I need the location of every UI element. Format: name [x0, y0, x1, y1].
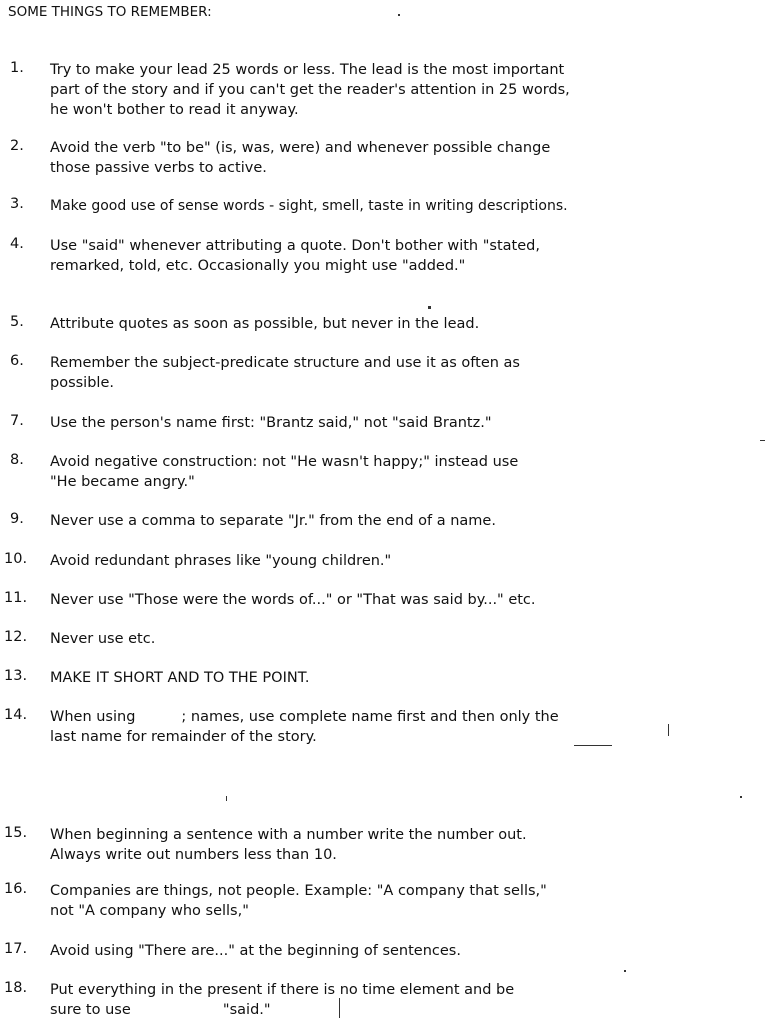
item-text-start: When using: [50, 709, 136, 725]
scan-speck: [760, 440, 765, 441]
item-number: 18.: [4, 980, 28, 996]
item-text-line: Attribute quotes as soon as possible, but never in the lead.: [50, 316, 480, 332]
item-text-line: Always write out numbers less than 10.: [50, 847, 337, 863]
item-number: 6.: [10, 353, 24, 369]
item-text-line: Avoid redundant phrases like "young children.": [50, 553, 392, 569]
scan-speck: [624, 970, 626, 972]
item-number: 16.: [4, 881, 28, 897]
item-number: 14.: [4, 707, 28, 723]
document-title: SOME THINGS TO REMEMBER:: [8, 4, 212, 20]
item-number: 9.: [10, 511, 24, 527]
scan-speck: [398, 14, 400, 16]
item-number: 15.: [4, 825, 28, 841]
item-number: 17.: [4, 941, 28, 957]
item-text-line: not "A company who sells,": [50, 903, 249, 919]
item-number: 3.: [10, 196, 24, 212]
item-text-line: Make good use of sense words - sight, smell, taste in writing descriptions.: [50, 198, 568, 214]
item-text-line: Put everything in the present if there is no time element and be: [50, 982, 515, 998]
item-text-line: Companies are things, not people. Example: "A company that sells,": [50, 883, 547, 899]
item-text-line: "He became angry.": [50, 474, 195, 490]
item-number: 4.: [10, 236, 24, 252]
item-text-line: Never use etc.: [50, 631, 156, 647]
item-text-line: Remember the subject-predicate structure and use it as often as: [50, 355, 520, 371]
item-text-line: [50, 707, 559, 727]
item-text-line: Never use a comma to separate "Jr." from the end of a name.: [50, 513, 496, 529]
item-number: 13.: [4, 668, 28, 684]
item-text-line: part of the story and if you can't get the reader's attention in 25 words,: [50, 82, 570, 98]
item-text-line: last name for remainder of the story.: [50, 729, 317, 745]
item-text-line: he won't bother to read it anyway.: [50, 102, 299, 118]
item-text-line: Avoid the verb "to be" (is, was, were) and whenever possible change: [50, 140, 551, 156]
scan-speck: [740, 796, 742, 798]
scan-speck: [428, 306, 431, 309]
item-number: 2.: [10, 138, 24, 154]
item-number: 7.: [10, 413, 24, 429]
item-text-line: Avoid using "There are..." at the beginning of sentences.: [50, 943, 461, 959]
item-text-line: MAKE IT SHORT AND TO THE POINT.: [50, 670, 310, 686]
scan-mark: [574, 745, 612, 746]
item-text-line: Try to make your lead 25 words or less. The lead is the most important: [50, 62, 565, 78]
item-number: 10.: [4, 551, 28, 567]
item-number: 8.: [10, 452, 24, 468]
scan-mark: [339, 998, 340, 1018]
item-number: 1.: [10, 60, 24, 76]
item-text-line: those passive verbs to active.: [50, 160, 267, 176]
scan-speck: [226, 796, 227, 801]
item-text-line: sure to use "said.": [50, 1002, 271, 1018]
item-text-line: possible.: [50, 375, 114, 391]
item-number: 5.: [10, 314, 24, 330]
item-text-line: Avoid negative construction: not "He wasn't happy;" instead use: [50, 454, 519, 470]
item-number: 11.: [4, 590, 28, 606]
item-text-line: remarked, told, etc. Occasionally you might use "added.": [50, 258, 466, 274]
item-text-line: When beginning a sentence with a number write the number out.: [50, 827, 527, 843]
scan-mark: [668, 724, 669, 736]
item-text-line: Never use "Those were the words of..." or "That was said by..." etc.: [50, 592, 536, 608]
item-text-end: ; names, use complete name first and then only the: [181, 709, 559, 725]
item-number: 12.: [4, 629, 28, 645]
item-text-line: Use the person's name first: "Brantz said," not "said Brantz.": [50, 415, 492, 431]
item-text-line: Use "said" whenever attributing a quote. Don't bother with "stated,: [50, 238, 540, 254]
